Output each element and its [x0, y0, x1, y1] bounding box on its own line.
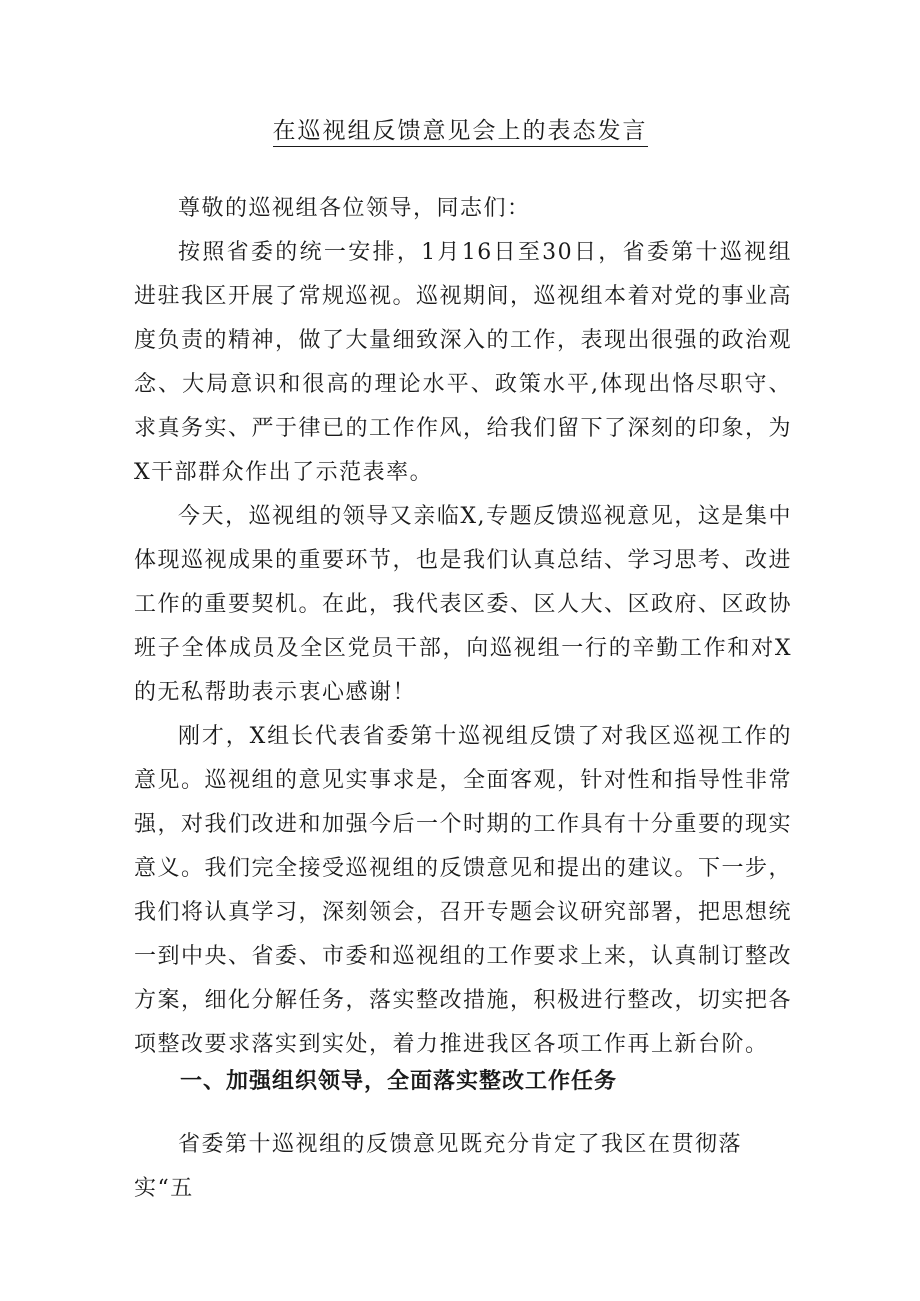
paragraph-4: 省委第十巡视组的反馈意见既充分肯定了我区在贯彻落实“五: [134, 1132, 743, 1201]
paragraph-3: 刚才，X组长代表省委第十巡视组反馈了对我区巡视工作的意见。巡视组的意见实事求是，全面客观，针对性和指导性非常强，对我们改进和加强今后一个时期的工作具有十分重要的现实意义。我们完全接受巡视组的反馈意见和提出的建议。下一步，我们将认真学习，深刻领会，召开专题会议研究部署，把思想统一到中央、省委、市委和巡视组的工作要求上来，认真制订整改方案，细化分解任务，落实整改措施，积极进行整改，切实把各项整改要求落实到实处，着力推进我区各项工作再上新台阶。: [134, 724, 793, 1057]
paragraph-2: 今天，巡视组的领导又亲临X,专题反馈巡视意见，这是集中体现巡视成果的重要环节，也是我们认真总结、学习思考、改进工作的重要契机。在此，我代表区委、区人大、区政府、区政协班子全体成员及全区党员干部，向巡视组一行的辛勤工作和对X的无私帮助表示衷心感谢！: [134, 504, 793, 705]
section-heading: 一、加强组织领导，全面落实整改工作任务: [180, 1069, 618, 1094]
document-body: [134, 187, 792, 1067]
paragraph-1: 按照省委的统一安排，1月16日至30日，省委第十巡视组进驻我区开展了常规巡视。巡视期间，巡视组本着对党的事业高度负责的精神，做了大量细致深入的工作，表现出很强的政治观念、大局意识和很高的理论水平、政策水平,体现出恪尽职守、求真务实、严于律已的工作作风，给我们留下了深刻的印象，为X干部群众作出了示范表率。: [134, 240, 793, 485]
salutation: 尊敬的巡视组各位领导，同志们：: [178, 196, 531, 221]
document-title-text: 在巡视组反馈意见会上的表态发言: [273, 118, 648, 147]
document-title: [0, 116, 920, 146]
